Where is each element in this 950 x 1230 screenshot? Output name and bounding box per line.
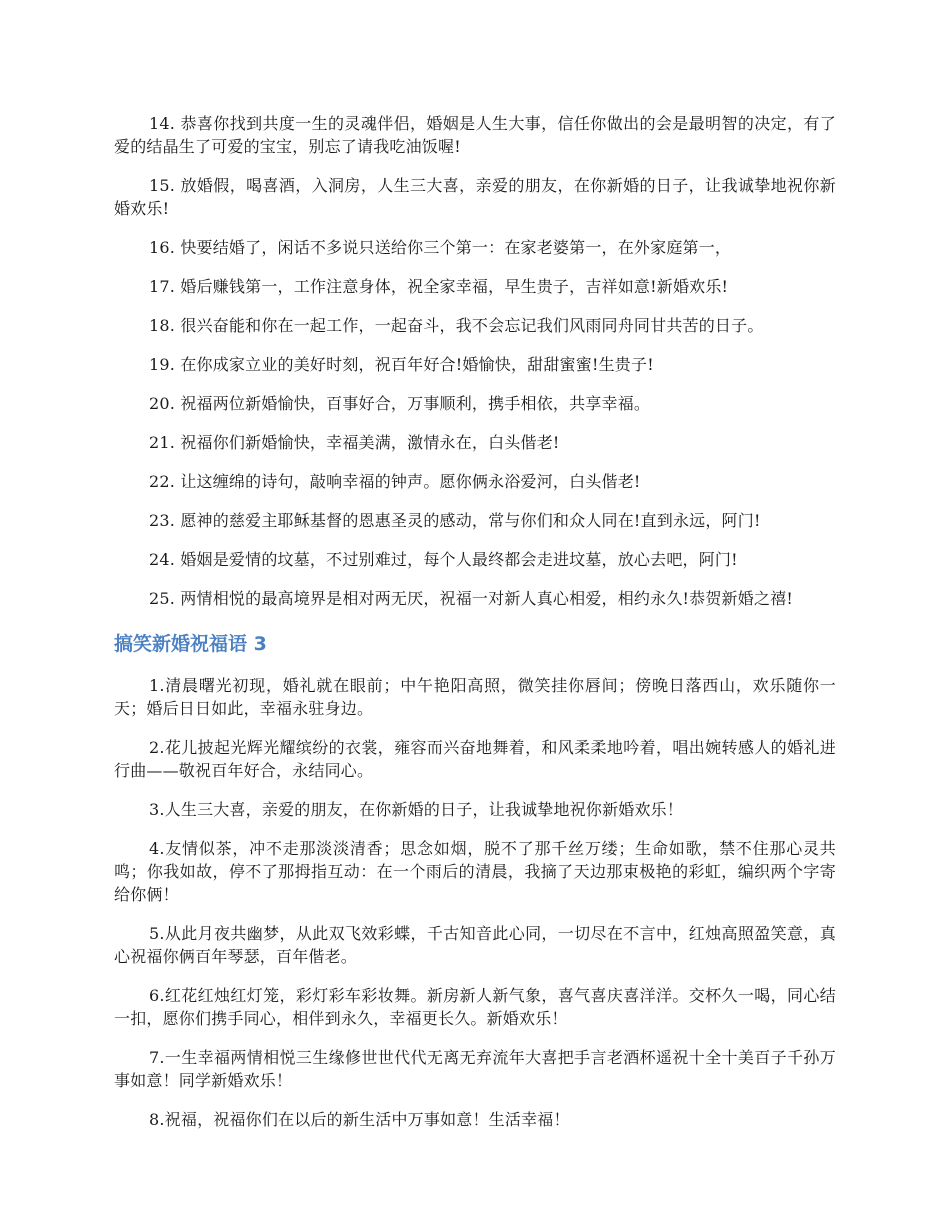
document-content <box>114 112 836 1147</box>
paragraph-21: 21. 祝福你们新婚愉快，幸福美满，激情永在，白头偕老! <box>149 433 560 452</box>
paragraph-s3-2: 2.花儿披起光辉光耀缤纷的衣裳，雍容而兴奋地舞着，和风柔柔地吟着，唱出婉转感人的婚礼进行曲——敬祝百年好合，永结同心。 <box>114 738 836 780</box>
paragraph-s3-5: 5.从此月夜共幽梦，从此双飞效彩蝶，千古知音此心同，一切尽在不言中，红烛高照盈笑意，真心祝福你俩百年琴瑟，百年偕老。 <box>114 924 836 966</box>
paragraph-s3-1: 1.清晨曙光初现，婚礼就在眼前；中午艳阳高照，微笑挂你唇间；傍晚日落西山，欢乐随你一天；婚后日日如此，幸福永驻身边。 <box>114 676 836 718</box>
paragraph-24: 24. 婚姻是爱情的坟墓，不过别难过，每个人最终都会走进坟墓，放心去吧，阿门! <box>149 550 738 569</box>
paragraph-s3-8: 8.祝福，祝福你们在以后的新生活中万事如意！生活幸福！ <box>149 1110 570 1129</box>
section-heading: 搞笑新婚祝福语 3 <box>114 633 267 655</box>
paragraph-s3-7: 7.一生幸福两情相悦三生缘修世世代代无离无弃流年大喜把手言老酒杯遥祝十全十美百子千孙万事如意！同学新婚欢乐！ <box>114 1048 836 1090</box>
paragraph-16: 16. 快要结婚了，闲话不多说只送给你三个第一：在家老婆第一，在外家庭第一， <box>149 238 732 257</box>
paragraph-15: 15. 放婚假，喝喜酒，入洞房，人生三大喜，亲爱的朋友，在你新婚的日子，让我诚挚地祝你新婚欢乐! <box>114 176 836 218</box>
paragraph-25: 25. 两情相悦的最高境界是相对两无厌，祝福一对新人真心相爱，相约永久!恭贺新婚之禧! <box>149 589 793 608</box>
paragraph-17: 17. 婚后赚钱第一，工作注意身体，祝全家幸福，早生贵子，吉祥如意!新婚欢乐! <box>149 277 729 296</box>
paragraph-14: 14. 恭喜你找到共度一生的灵魂伴侣，婚姻是人生大事，信任你做出的会是最明智的决定，有了爱的结晶生了可爱的宝宝，别忘了请我吃油饭喔! <box>114 114 836 156</box>
paragraph-22: 22. 让这缠绵的诗句，敲响幸福的钟声。愿你俩永浴爱河，白头偕老! <box>149 472 641 491</box>
paragraph-s3-3: 3.人生三大喜，亲爱的朋友，在你新婚的日子，让我诚挚地祝你新婚欢乐！ <box>149 800 684 819</box>
paragraph-s3-4: 4.友情似茶，冲不走那淡淡清香；思念如烟，脱不了那千丝万缕；生命如歌，禁不住那心灵共鸣；你我如故，停不了那拇指互动：在一个雨后的清晨，我摘了天边那束极艳的彩虹，编织两个字寄给你俩！ <box>114 839 836 904</box>
paragraph-19: 19. 在你成家立业的美好时刻，祝百年好合!婚愉快，甜甜蜜蜜!生贵子! <box>149 355 654 374</box>
paragraph-23: 23. 愿神的慈爱主耶稣基督的恩惠圣灵的感动，常与你们和众人同在!直到永远，阿门! <box>149 511 761 530</box>
paragraph-20: 20. 祝福两位新婚愉快，百事好合，万事顺利，携手相依，共享幸福。 <box>149 394 651 413</box>
paragraph-18: 18. 很兴奋能和你在一起工作，一起奋斗，我不会忘记我们风雨同舟同甘共苦的日子。 <box>149 316 764 335</box>
paragraph-s3-6: 6.红花红烛红灯笼，彩灯彩车彩妆舞。新房新人新气象，喜气喜庆喜洋洋。交杯久一喝，同心结一扣，愿你们携手同心，相伴到永久，幸福更长久。新婚欢乐！ <box>114 986 836 1028</box>
